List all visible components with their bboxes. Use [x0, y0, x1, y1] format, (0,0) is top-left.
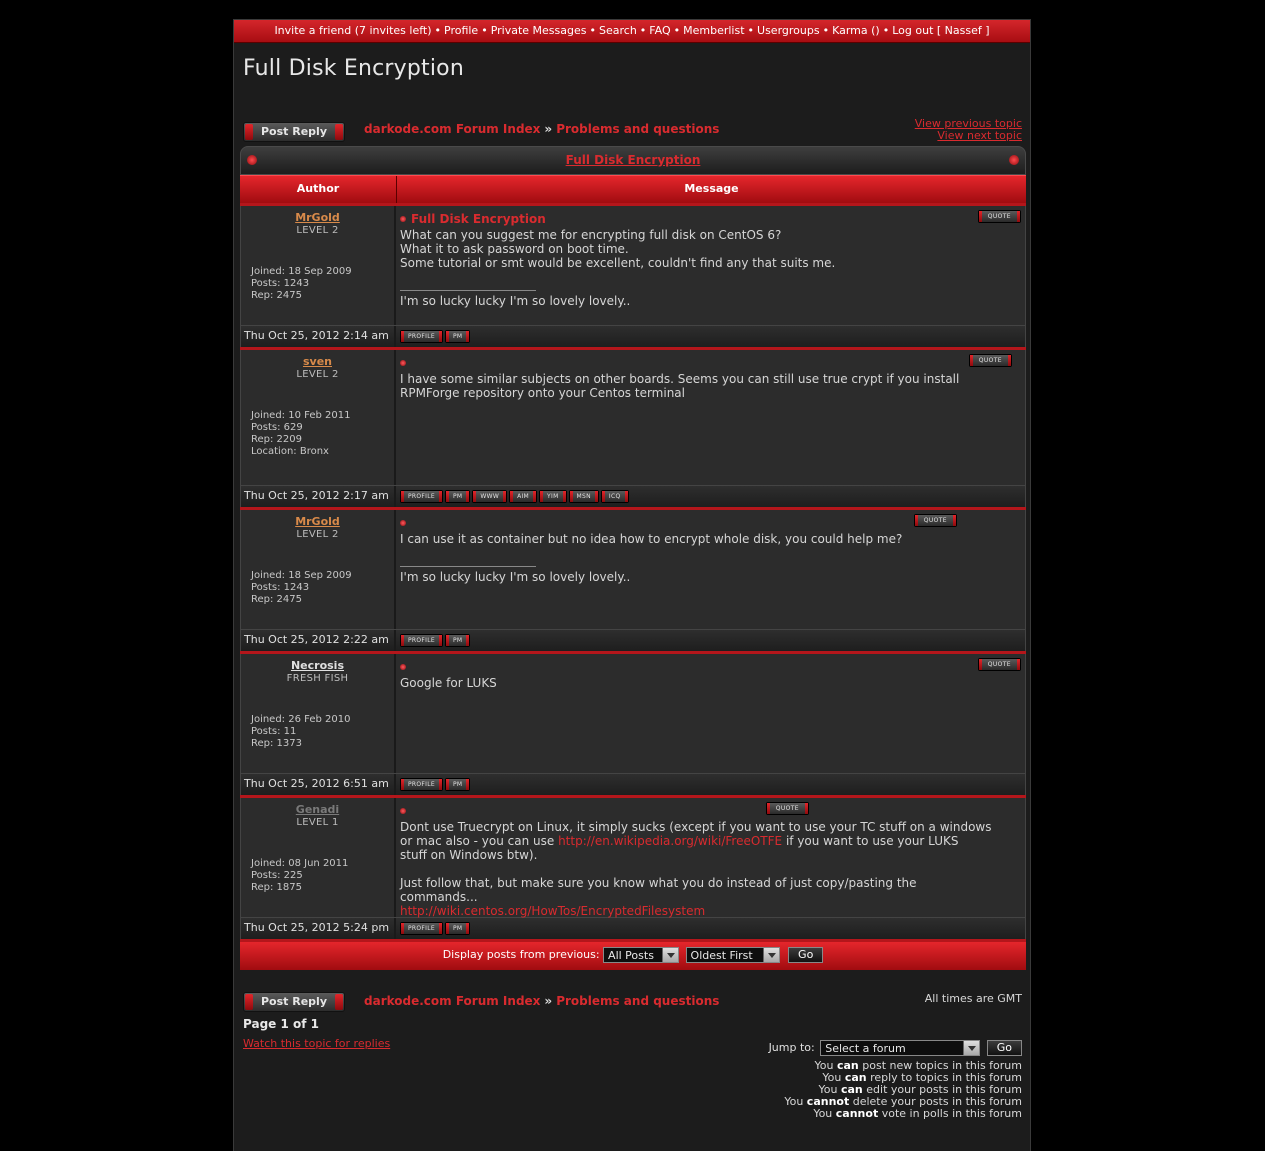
freeotfe-link[interactable]: http://en.wikipedia.org/wiki/FreeOTFE: [558, 834, 783, 848]
corner-dot-icon: [1009, 155, 1019, 165]
quote-button[interactable]: QUOTE: [766, 802, 809, 815]
nav-profile-link[interactable]: Profile: [444, 24, 479, 37]
author-posts: Posts: 1243: [251, 278, 310, 289]
author-stats: [251, 714, 350, 750]
pm-button[interactable]: PM: [445, 634, 470, 647]
post-author-name[interactable]: sven: [302, 355, 332, 368]
post-subject: [400, 212, 1021, 226]
post-footer: [240, 629, 1026, 651]
post-subject-text: Full Disk Encryption: [411, 212, 546, 226]
post-subject: [400, 660, 1021, 674]
permission-line: [784, 1108, 1022, 1120]
column-headers: [240, 175, 1026, 203]
post-author-panel: [240, 206, 396, 325]
post-row: [240, 203, 1026, 347]
author-joined: Joined: 10 Feb 2011: [251, 410, 351, 421]
permission-status: can: [840, 1083, 863, 1096]
breadcrumb-index-link[interactable]: darkode.com Forum Index: [364, 122, 541, 136]
post-row: [240, 795, 1026, 939]
post-text-line: RPMForge repository onto your Centos terminal: [400, 386, 685, 400]
post-text-line: [400, 904, 1021, 918]
topic-table: [240, 146, 1026, 970]
post-reply-button-top[interactable]: Post Reply: [243, 122, 345, 142]
nav-karma-link[interactable]: Karma (): [832, 24, 880, 37]
permission-text: edit your posts in this forum: [862, 1083, 1022, 1096]
permission-status: cannot: [835, 1107, 879, 1120]
signature-divider: [400, 566, 536, 567]
view-previous-topic-link[interactable]: View previous topic: [914, 117, 1022, 130]
post-action-buttons: [396, 486, 1026, 507]
jump-forum-select[interactable]: [820, 1040, 980, 1056]
author-column-header: Author: [240, 176, 397, 203]
post-blank-line: [400, 862, 1021, 876]
post-text-line: Google for LUKS: [400, 676, 497, 690]
breadcrumb-separator: »: [544, 994, 553, 1008]
post-subject: [400, 804, 1021, 818]
display-days-value: All Posts: [608, 949, 654, 962]
page-title: Full Disk Encryption: [243, 56, 464, 81]
post-body: [400, 228, 1021, 308]
post-bullet-icon: [400, 360, 406, 366]
post-text-line: Some tutorial or smt would be excellent, couldn't find any that suits me.: [400, 256, 836, 270]
author-joined: Joined: 08 Jun 2011: [251, 858, 349, 869]
nav-search-link[interactable]: Search: [599, 24, 637, 37]
post-date: Thu Oct 25, 2012 2:22 am: [240, 630, 396, 651]
display-options-bar: [240, 939, 1026, 970]
author-joined: Joined: 26 Feb 2010: [251, 714, 351, 725]
author-rep: Rep: 2475: [251, 290, 302, 301]
post-author-panel: [240, 510, 396, 629]
post-text-line: I can use it as container but no idea how to encrypt whole disk, you could help me?: [400, 532, 903, 546]
nav-separator: •: [882, 24, 890, 37]
chevron-down-icon: [662, 948, 678, 962]
author-posts: Posts: 629: [251, 422, 303, 433]
author-rank: LEVEL 1: [296, 817, 339, 828]
topic-title-link[interactable]: Full Disk Encryption: [565, 153, 701, 167]
post-author-name[interactable]: MrGold: [295, 211, 340, 224]
post-bullet-icon: [400, 520, 406, 526]
post-bullet-icon: [400, 664, 406, 670]
chevron-down-icon: [963, 1041, 979, 1055]
profile-button[interactable]: PROFILE: [400, 634, 443, 647]
post-author-panel: [240, 798, 396, 917]
permission-status: can: [844, 1071, 867, 1084]
author-rep: Rep: 2209: [251, 434, 302, 445]
profile-button[interactable]: PROFILE: [400, 330, 443, 343]
post-signature: I'm so lucky lucky I'm so lovely lovely..: [400, 294, 631, 308]
permission-status: cannot: [806, 1095, 850, 1108]
post-author-name[interactable]: Necrosis: [290, 659, 345, 672]
nav-invite-link[interactable]: Invite a friend (7 invites left): [274, 24, 432, 37]
timezone-note: All times are GMT: [924, 992, 1022, 1005]
post-footer: [240, 325, 1026, 347]
corner-dot-icon: [247, 155, 257, 165]
post-text: if you want to use your LUKS: [782, 834, 959, 848]
post-author-name[interactable]: Genadi: [295, 803, 340, 816]
author-posts: Posts: 1243: [251, 582, 310, 593]
centos-wiki-link[interactable]: http://wiki.centos.org/HowTos/EncryptedFilesystem: [400, 904, 706, 918]
post-text-line: [400, 834, 1021, 848]
post-message: [396, 206, 1026, 325]
page-container: [233, 19, 1031, 1151]
author-rank: LEVEL 2: [296, 225, 339, 236]
nav-separator: •: [481, 24, 488, 37]
pm-button[interactable]: PM: [445, 922, 470, 935]
permission-text: You: [813, 1107, 836, 1120]
author-rank: LEVEL 2: [296, 529, 339, 540]
permission-text: You: [784, 1095, 807, 1108]
author-stats: [251, 858, 348, 894]
author-posts: Posts: 225: [251, 870, 303, 881]
author-stats: [251, 410, 350, 458]
profile-button[interactable]: PROFILE: [400, 922, 443, 935]
nav-separator: •: [673, 24, 681, 37]
display-order-value: Oldest First: [690, 949, 753, 962]
permission-text: reply to topics in this forum: [866, 1071, 1022, 1084]
author-joined: Joined: 18 Sep 2009: [251, 570, 352, 581]
post-bullet-icon: [400, 216, 406, 222]
msn-button[interactable]: MSN: [569, 490, 599, 503]
message-column-header: Message: [684, 182, 739, 195]
permission-text: You: [814, 1059, 837, 1072]
author-stats: [251, 266, 352, 302]
author-rank: FRESH FISH: [286, 673, 349, 684]
nav-usergroups-link[interactable]: Usergroups: [757, 24, 820, 37]
breadcrumb-index-link[interactable]: darkode.com Forum Index: [364, 994, 541, 1008]
quote-button[interactable]: QUOTE: [969, 354, 1012, 367]
post-subject: [400, 356, 1021, 370]
permission-status: can: [836, 1059, 859, 1072]
post-date: Thu Oct 25, 2012 5:24 pm: [240, 918, 396, 939]
jump-go-button[interactable]: Go: [987, 1040, 1022, 1056]
post-body: [400, 372, 1021, 400]
breadcrumb-separator: »: [544, 122, 553, 136]
author-joined: Joined: 18 Sep 2009: [251, 266, 352, 277]
chevron-down-icon: [763, 948, 779, 962]
author-posts: Posts: 11: [251, 726, 297, 737]
www-button[interactable]: WWW: [472, 490, 507, 503]
post-signature: I'm so lucky lucky I'm so lovely lovely..: [400, 570, 631, 584]
post-body: [400, 532, 1021, 584]
post-action-buttons: [396, 326, 1026, 347]
pm-button[interactable]: PM: [445, 778, 470, 791]
top-navigation: [234, 20, 1030, 43]
post-date: Thu Oct 25, 2012 2:17 am: [240, 486, 396, 507]
nav-separator: •: [589, 24, 596, 37]
permission-text: You: [818, 1083, 841, 1096]
breadcrumb-forum-link[interactable]: Problems and questions: [556, 994, 720, 1008]
author-rank: LEVEL 2: [296, 369, 339, 380]
post-action-buttons: [396, 630, 1026, 651]
post-bullet-icon: [400, 808, 406, 814]
display-days-select[interactable]: [603, 947, 679, 963]
permissions-list: [784, 1060, 1022, 1120]
post-date: Thu Oct 25, 2012 2:14 am: [240, 326, 396, 347]
topic-nav-links: [915, 118, 1022, 142]
display-posts-label: Display posts from previous:: [442, 948, 600, 961]
watch-topic-link[interactable]: Watch this topic for replies: [243, 1037, 391, 1050]
yim-button[interactable]: YIM: [539, 490, 567, 503]
breadcrumb-bottom: [364, 994, 719, 1008]
icq-button[interactable]: ICQ: [601, 490, 629, 503]
pm-button[interactable]: PM: [445, 330, 470, 343]
quote-button[interactable]: QUOTE: [978, 658, 1021, 671]
post-row: [240, 347, 1026, 507]
quote-button[interactable]: QUOTE: [914, 514, 957, 527]
author-stats: [251, 570, 352, 606]
view-next-topic-link[interactable]: View next topic: [937, 129, 1022, 142]
post-text-line: commands...: [400, 890, 478, 904]
author-location: Location: Bronx: [251, 446, 329, 457]
nav-username: [ Nassef ]: [936, 24, 990, 37]
author-rep: Rep: 1373: [251, 738, 302, 749]
breadcrumb-forum-link[interactable]: Problems and questions: [556, 122, 720, 136]
jump-forum-value: Select a forum: [825, 1042, 906, 1055]
nav-logout-link[interactable]: Log out: [892, 24, 934, 37]
jump-to-label: Jump to:: [768, 1041, 815, 1054]
post-text-line: Just follow that, but make sure you know what you do instead of just copy/pasting the: [400, 876, 917, 890]
post-message: [396, 350, 1026, 485]
post-text-line: Dont use Truecrypt on Linux, it simply sucks (except if you want to use your TC stuff on a windows: [400, 820, 992, 834]
nav-private-messages-link[interactable]: Private Messages: [490, 24, 587, 37]
nav-separator: •: [639, 24, 647, 37]
page-info: Page 1 of 1: [243, 1017, 319, 1031]
post-author-panel: [240, 350, 396, 485]
post-action-buttons: [396, 918, 1026, 939]
nav-memberlist-link[interactable]: Memberlist: [683, 24, 745, 37]
profile-button[interactable]: PROFILE: [400, 490, 443, 503]
post-text-line: What can you suggest me for encrypting full disk on CentOS 6?: [400, 228, 782, 242]
post-footer: [240, 485, 1026, 507]
signature-divider: [400, 290, 536, 291]
post-date: Thu Oct 25, 2012 6:51 am: [240, 774, 396, 795]
post-author-name[interactable]: MrGold: [295, 515, 340, 528]
nav-faq-link[interactable]: FAQ: [649, 24, 671, 37]
nav-separator: •: [747, 24, 755, 37]
permission-text: delete your posts in this forum: [849, 1095, 1022, 1108]
post-body: [400, 676, 1021, 690]
post-message: [396, 798, 1026, 917]
display-order-select[interactable]: [686, 947, 780, 963]
nav-separator: •: [434, 24, 441, 37]
post-reply-button-bottom[interactable]: Post Reply: [243, 992, 345, 1012]
profile-button[interactable]: PROFILE: [400, 778, 443, 791]
post-text-line: stuff on Windows btw).: [400, 848, 538, 862]
post-footer: [240, 773, 1026, 795]
post-author-panel: [240, 654, 396, 773]
post-footer: [240, 917, 1026, 939]
permission-text: post new topics in this forum: [858, 1059, 1022, 1072]
post-row: [240, 507, 1026, 651]
permission-text: You: [822, 1071, 845, 1084]
author-rep: Rep: 2475: [251, 594, 302, 605]
post-text: or mac also - you can use: [400, 834, 559, 848]
pm-button[interactable]: PM: [445, 490, 470, 503]
post-message: [396, 510, 1026, 629]
post-text-line: What it to ask password on boot time.: [400, 242, 629, 256]
author-rep: Rep: 1875: [251, 882, 302, 893]
topic-title-bar: [240, 146, 1026, 175]
permission-text: vote in polls in this forum: [878, 1107, 1022, 1120]
display-go-button[interactable]: Go: [788, 947, 823, 963]
aim-button[interactable]: AIM: [509, 490, 537, 503]
post-text-line: I have some similar subjects on other boards. Seems you can still use true crypt if you install: [400, 372, 960, 386]
post-action-buttons: [396, 774, 1026, 795]
post-message: [396, 654, 1026, 773]
breadcrumb-top: [364, 122, 719, 136]
nav-separator: •: [822, 24, 830, 37]
post-row: [240, 651, 1026, 795]
quote-button[interactable]: QUOTE: [978, 210, 1021, 223]
jump-to-box: [769, 1040, 1022, 1056]
post-body: [400, 820, 1021, 918]
